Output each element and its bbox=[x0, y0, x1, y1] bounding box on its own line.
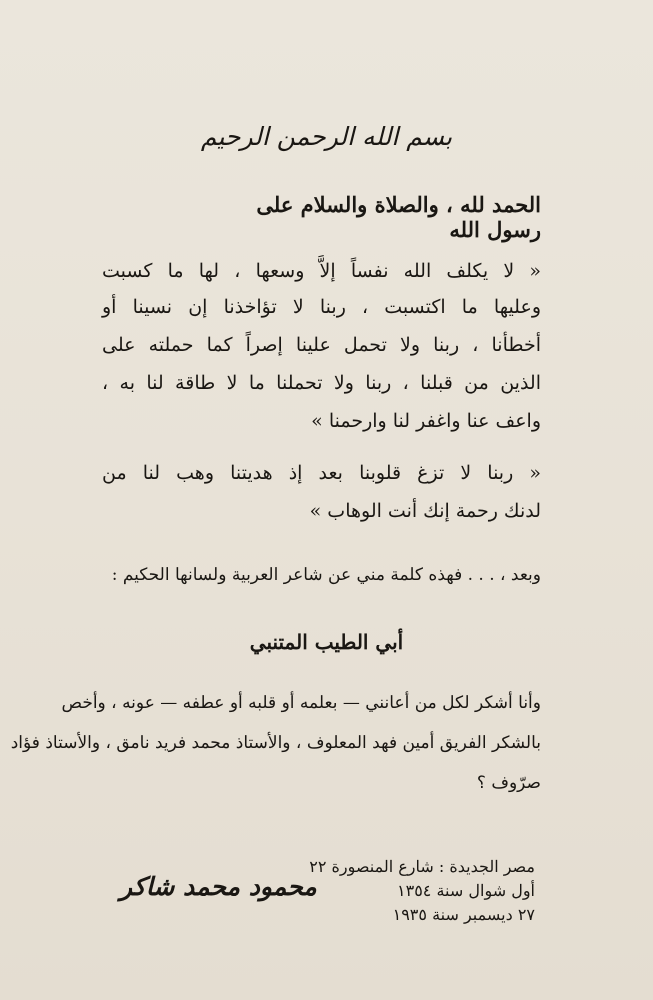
footer-hijri-date: أول شوال سنة ١٣٥٤ bbox=[397, 881, 535, 900]
poet-heading: أبي الطيب المتنبي bbox=[249, 630, 404, 654]
verse1-line-3: أخطأنا ، ربنا ولا تحمل علينا إصراً كما حملته على bbox=[102, 334, 541, 356]
preamble: الحمد لله ، والصلاة والسلام على رسول الله bbox=[256, 192, 541, 242]
thanks-line-1: وأنا أشكر لكل من أعانني — بعلمه أو قلبه أو عطفه — عونه ، وأخص bbox=[61, 693, 541, 713]
basmala: بسم الله الرحمن الرحيم bbox=[200, 122, 453, 151]
verse1-line-1: « لا يكلف الله نفساً إلاَّ وسعها ، لها ما كسبت bbox=[102, 260, 541, 282]
verse1-line-2: وعليها ما اكتسبت ، ربنا لا تؤاخذنا إن نسينا أو bbox=[102, 296, 541, 318]
thanks-line-3: صرّوف ؟ bbox=[476, 773, 541, 793]
footer-address: مصر الجديدة : شارع المنصورة ٢٢ bbox=[309, 857, 535, 876]
verse2-line-1: « ربنا لا تزغ قلوبنا بعد إذ هديتنا وهب لنا من bbox=[102, 462, 541, 484]
verse1-line-5: واعف عنا واغفر لنا وارحمنا » bbox=[311, 410, 541, 432]
verse2-line-2: لدنك رحمة إنك أنت الوهاب » bbox=[309, 500, 541, 522]
author-signature: محمود محمد شاكر bbox=[120, 872, 317, 901]
verse1-line-4: الذين من قبلنا ، ربنا ولا تحملنا ما لا طاقة لنا به ، bbox=[102, 372, 541, 394]
thanks-line-2: بالشكر الفريق أمين فهد المعلوف ، والأستاذ محمد فريد نامق ، والأستاذ فؤاد bbox=[10, 733, 541, 753]
intro-line: وبعد ، . . . فهذه كلمة مني عن شاعر العربية ولسانها الحكيم : bbox=[111, 565, 541, 585]
footer-gregorian-date: ٢٧ ديسمبر سنة ١٩٣٥ bbox=[392, 905, 535, 924]
